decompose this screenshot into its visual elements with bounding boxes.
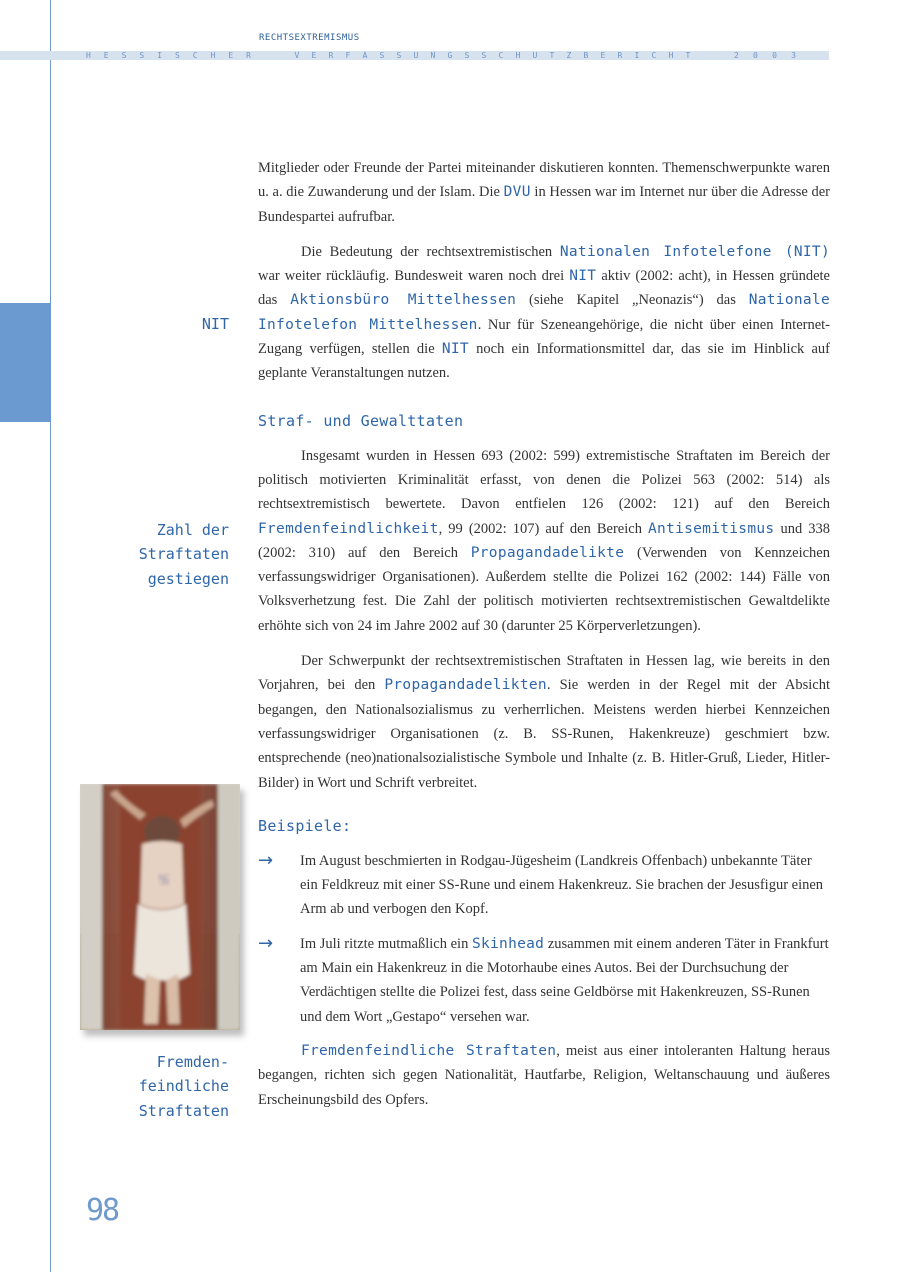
text-segment: war weiter rückläufig. Bundesweit waren noch drei [258,268,570,285]
example-text [300,932,830,1029]
text-segment: in Hessen war im Internet nur über die Adresse der Bundespartei aufrufbar. [258,184,831,225]
text-segment: Im August beschmierten in Rodgau-Jügesheim (Landkreis Offenbach) unbekannte Täter ein Feldkreuz mit einer SS-Rune und einem Hakenkreuz. Sie brachen der Jesusfigur einen Arm ab und verbogen den Kopf. [300,852,824,918]
section-label: RECHTSEXTREMISMUS [259,33,360,43]
examples-heading: Beispiele: [258,816,352,835]
keyword: Nationalen Infotelefone (NIT) [559,243,830,260]
margin-note-line: Straftaten [138,1101,229,1120]
margin-note-line: Zahl der [156,521,229,539]
arrow-right-icon: → [258,849,274,871]
paragraph [258,444,830,638]
running-title-word: V E R F A S S U N G S S C H U T Z B E R I C H T [294,51,691,60]
keyword: DVU [503,184,531,201]
keyword: NIT [441,341,469,358]
text-segment: , meist aus einer intoleranten Haltung heraus begangen, richten sich gegen Nationalität, Hautfarbe, Religion, Weltanschauung und äußeres Erscheinungsbild des Opfers. [258,1042,830,1108]
text-segment: (siehe Kapitel „Neonazis“) das [516,292,749,309]
arrow-right-icon: → [258,932,274,954]
text-segment: Im Juli ritzte mutmaßlich ein [300,935,472,952]
keyword: Antisemitismus [648,520,775,537]
paragraph [258,156,830,229]
keyword: Skinhead [471,935,545,952]
text-segment: Die Bedeutung der rechtsextremistischen [301,243,560,260]
margin-note-straftaten-gestiegen [139,518,229,591]
running-title-word: 2 0 0 3 [734,51,796,60]
text-segment: . Sie werden in der Regel mit der Absicht begangen, den Nationalsozialismus zu verherrlichen. Meistens werden hierbei Kennzeichen verfassungswidriger Organisationen (z. B. SS-Runen, Hakenkreuze) geschmiert bzw. entsprechende (neo)nationalsozialistische Symbole und Inhalte (z. B. Hitler-Gruß, Lieder, Hitler-Bilder) in Wort und Schrift verbreitet. [258,677,830,791]
margin-note-fremdenfeindliche-straftaten [139,1050,229,1123]
example-item [258,849,830,922]
keyword: Nationale Infotelefon Mittelhessen [258,292,830,333]
text-segment: (Verwenden von Kennzeichen verfassungswidriger Organisationen). Außerdem stellte die Polizei 162 (2002: 144) Fälle von Volksverhetzung fest. Die Zahl der politisch motivierten rechtsextremistischen Gewaltdelikte erhöhte sich von 24 im Jahre 2002 auf 30 (darunter 25 Körperverletzungen). [258,544,830,634]
text-segment: und 338 (2002: 310) auf den Bereich [258,520,831,561]
page-number: 98 [86,1193,119,1228]
margin-note-line: Fremden- [156,1053,229,1071]
margin-note-nit: NIT [201,315,229,333]
crucifix-photo [80,784,240,1030]
margin-note-line: Straftaten [138,545,229,564]
keyword: NIT [569,268,597,285]
paragraph [258,649,830,795]
running-title-word: H E S S I S C H E R [86,51,251,60]
text-segment: zusammen mit einem anderen Täter in Frankfurt am Main ein Hakenkreuz in die Motorhaube eines Autos. Bei der Durchsuchung der Verdächtigen stellte die Polizei fest, dass seine Geldbörse mit Hakenkreuzen, SS-Runen und dem Wort „Gestapo“ versehen war. [300,935,829,1025]
paragraph [258,1039,830,1112]
keyword: Fremdenfeindliche Straftaten [301,1042,557,1059]
margin-note-line: feindliche [138,1077,229,1096]
margin-note-line: gestiegen [147,569,229,588]
keyword: Propagandadelikte [470,544,625,561]
running-title [86,51,796,60]
svg-text:卐: 卐 [158,873,171,887]
example-text [300,849,830,922]
text-segment: Der Schwerpunkt der rechtsextremistischen Straftaten in Hessen lag, wie bereits in den Vorjahren, bei den [258,653,830,694]
text-segment: , 99 (2002: 107) auf den Bereich [438,520,648,537]
main-content [258,156,830,1123]
paragraph [258,240,830,386]
text-segment: Mitglieder oder Freunde der Partei miteinander diskutieren konnten. Themenschwerpunkte waren u. a. die Zuwanderung und der Islam. Die [258,160,830,201]
text-segment: noch ein Informationsmittel dar, das sie im Hinblick auf geplante Veranstaltungen nutzen. [258,341,830,382]
example-item [258,932,830,1029]
left-rule-line [50,0,51,1272]
sidebar-color-block [0,303,51,422]
keyword: Propagandadelikten [384,677,547,694]
text-segment: aktiv (2002: acht), in Hessen gründete das [258,268,830,309]
text-segment: Insgesamt wurden in Hessen 693 (2002: 599) extremistische Straftaten im Bereich der politisch motivierten Kriminalität erfasst, von denen die Polizei 563 (2002: 514) als rechtsextremistisch bewertete. Davon entfielen 126 (2002: 121) auf den Bereich [258,447,830,513]
section-heading: Straf- und Gewalttaten [258,411,464,430]
keyword: Fremdenfeindlichkeit [258,520,439,537]
text-segment: . Nur für Szeneangehörige, die nicht über einen Internet-Zugang verfügen, stellen die [258,316,830,358]
keyword: Aktionsbüro Mittelhessen [290,292,517,309]
